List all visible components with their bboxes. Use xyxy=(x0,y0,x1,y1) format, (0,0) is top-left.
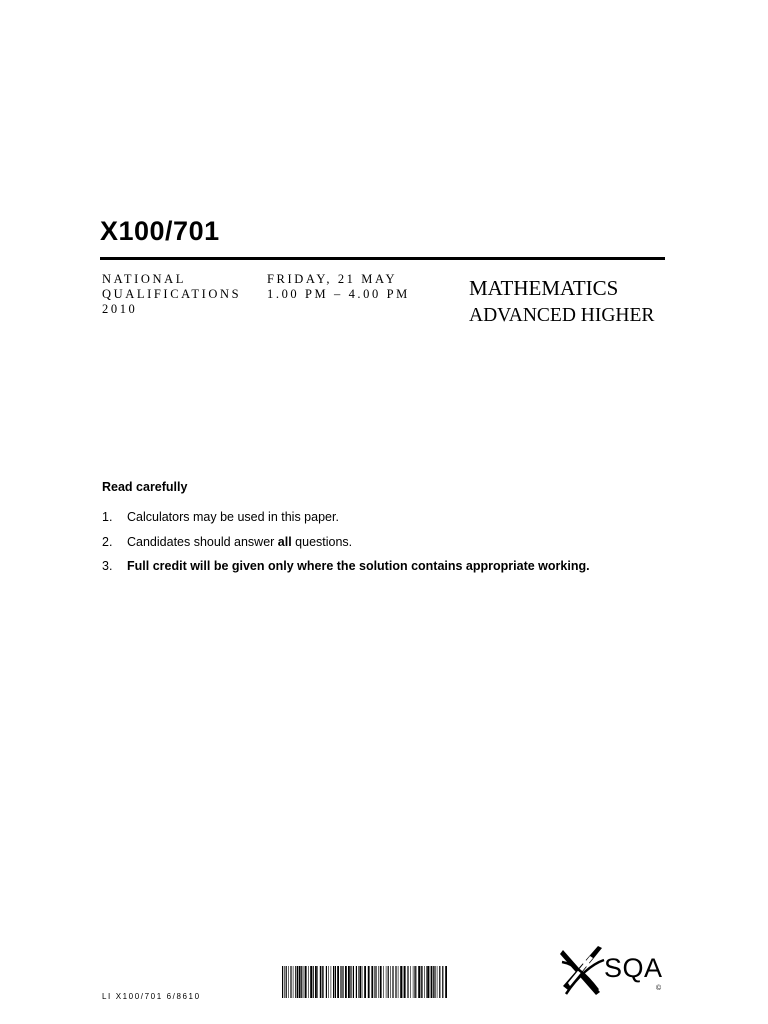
barcode-bar xyxy=(345,966,347,998)
barcode-bar xyxy=(404,966,406,998)
barcode-bar xyxy=(305,966,307,998)
barcode-bar xyxy=(317,966,318,998)
qualification-line: NATIONAL xyxy=(102,272,186,286)
instruction-number: 3. xyxy=(102,559,113,573)
barcode-bar xyxy=(337,966,339,998)
barcode-bar xyxy=(407,966,408,998)
barcode-bar xyxy=(388,966,389,998)
qualification-year: 2010 xyxy=(102,302,138,316)
barcode-bar xyxy=(380,966,382,998)
barcode-bar xyxy=(376,966,377,998)
barcode-bar xyxy=(322,966,323,998)
qualification-line: QUALIFICATIONS xyxy=(102,287,242,301)
barcode-bar xyxy=(350,966,351,998)
barcode-bar xyxy=(341,966,342,998)
barcode-bar xyxy=(353,966,354,998)
barcode-bar xyxy=(395,966,396,998)
barcode-bar xyxy=(431,966,432,998)
instruction-item xyxy=(102,535,590,560)
barcode-bar xyxy=(323,966,324,998)
barcode-bar xyxy=(288,966,289,998)
barcode-bar xyxy=(304,966,305,998)
instruction-number: 1. xyxy=(102,510,113,524)
header-rule xyxy=(100,257,665,260)
barcode-bar xyxy=(418,966,420,998)
barcode-bar xyxy=(326,966,327,998)
barcode-bar xyxy=(439,966,440,998)
instruction-text: Candidates should answer all questions. xyxy=(127,534,353,549)
barcode-bar xyxy=(359,966,361,998)
barcode-bar xyxy=(282,966,283,998)
instructions-list xyxy=(102,510,590,584)
barcode-bar xyxy=(426,966,427,998)
barcode-bar xyxy=(390,966,391,998)
barcode-bar xyxy=(368,966,370,998)
instruction-text: Calculators may be used in this paper. xyxy=(127,510,339,524)
barcode-bar xyxy=(284,966,285,998)
barcode-bar xyxy=(403,966,404,998)
barcode-bar xyxy=(297,966,298,998)
barcode-bar xyxy=(434,966,435,998)
instruction-item xyxy=(102,510,590,535)
barcode-bar xyxy=(410,966,411,998)
barcode-bar xyxy=(335,966,336,998)
barcode-bar xyxy=(340,966,341,998)
barcode-bar xyxy=(414,966,415,998)
barcode-bar xyxy=(427,966,429,998)
barcode-bar xyxy=(356,966,357,998)
barcode-bar xyxy=(371,966,373,998)
instruction-text: Full credit will be given only where the solution contains appropriate working. xyxy=(127,559,590,573)
barcode-bar xyxy=(308,966,309,998)
document-reference: LI X100/701 6/8610 xyxy=(102,992,201,1001)
exam-date: FRIDAY, 21 MAY xyxy=(267,272,398,286)
paper-code: X100/701 xyxy=(100,216,220,246)
barcode-bar xyxy=(374,966,375,998)
barcode-bar xyxy=(415,966,416,998)
barcode-bar xyxy=(333,966,334,998)
barcode-bar xyxy=(392,966,393,998)
barcode-bar xyxy=(430,966,431,998)
copyright-symbol: © xyxy=(656,985,662,992)
exam-time: 1.00 PM – 4.00 PM xyxy=(267,287,410,301)
barcode-bar xyxy=(343,966,344,998)
barcode-bar xyxy=(445,966,447,998)
barcode-bar xyxy=(424,966,425,998)
barcode-bar xyxy=(400,966,402,998)
barcode-bar xyxy=(362,966,363,998)
barcode-bar xyxy=(398,966,399,998)
barcode-bar xyxy=(315,966,317,998)
barcode-bar xyxy=(320,966,321,998)
exam-datetime xyxy=(267,272,410,302)
barcode-bar xyxy=(295,966,296,998)
barcode-bar xyxy=(331,966,332,998)
barcode-bar xyxy=(422,966,423,998)
subject-level: ADVANCED HIGHER xyxy=(469,305,655,326)
sqa-saltire-icon xyxy=(560,946,606,998)
instructions-heading: Read carefully xyxy=(102,480,188,494)
barcode-bar xyxy=(378,966,379,998)
instruction-number: 2. xyxy=(102,534,113,549)
barcode-bar xyxy=(433,966,434,998)
barcode-bar xyxy=(299,966,301,998)
barcode-bar xyxy=(364,966,366,998)
barcode-bar xyxy=(328,966,329,998)
barcode-bar xyxy=(290,966,291,998)
barcode-bar xyxy=(413,966,414,998)
barcode-bar xyxy=(301,966,302,998)
barcode-bar xyxy=(310,966,312,998)
barcode-bar xyxy=(313,966,314,998)
barcode-bar xyxy=(386,966,387,998)
qualification-info xyxy=(102,272,241,317)
barcode-bar xyxy=(286,966,287,998)
sqa-logo-text: SQA xyxy=(604,953,663,983)
barcode-bar xyxy=(437,966,438,998)
barcode-bar xyxy=(442,966,443,998)
barcode-bar xyxy=(348,966,350,998)
subject-block xyxy=(469,275,654,329)
barcode-bar xyxy=(383,966,384,998)
barcode-bar xyxy=(421,966,422,998)
instruction-item xyxy=(102,559,590,584)
barcode-bar xyxy=(293,966,294,998)
subject-title: MATHEMATICS xyxy=(469,276,619,300)
barcode-icon xyxy=(282,966,450,998)
barcode-bar xyxy=(358,966,359,998)
